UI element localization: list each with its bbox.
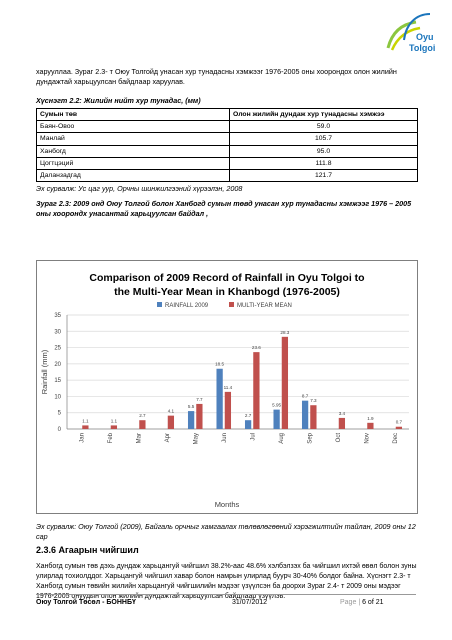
x-axis-label: Months (214, 500, 240, 509)
data-label: 28.3 (280, 329, 290, 335)
data-label: 7.7 (196, 396, 203, 402)
table-cell-station: Цогтцэций (37, 157, 230, 169)
y-tick-label: 35 (54, 313, 61, 319)
y-tick-label: 20 (54, 361, 61, 368)
bar-multi-year-mean (196, 404, 202, 429)
chart-title-line-2: the Multi-Year Mean in Khanbogd (1976-2005) (114, 286, 340, 298)
bar-rainfall-2009 (273, 410, 279, 429)
logo-word-2: Tolgoi (409, 43, 436, 53)
bar-multi-year-mean (396, 427, 402, 429)
table-cell-station: Баян-Овоо (37, 121, 230, 133)
table-row (37, 157, 418, 169)
chart-title-line-1: Comparison of 2009 Record of Rainfall in Oyu Tolgoi to (89, 272, 365, 284)
figure-source: Эх сурвалж: Оюу Толгой (2009), Байгаль орчныг хамгаалах төлөвлөгөөний хэрэгжилтийн тайлан, 2009 оны 12 сар (36, 522, 416, 541)
x-tick-label: Oct (335, 433, 342, 443)
data-label: 5.5 (187, 404, 195, 410)
legend-swatch (229, 302, 234, 307)
footer-date: 31/07/2012 (232, 599, 268, 606)
table-cell-station: Манлай (37, 133, 230, 145)
data-label: 1.1 (110, 418, 118, 424)
table-header-cell: Олон жилийн дундаж хур тунадасны хэмжээ (230, 109, 418, 121)
footer-page-number: 6 of 21 (362, 599, 384, 606)
logo-word-1: Oyu (416, 32, 434, 42)
body-paragraph: Ханбогд сумын төв дэхь дундаж харьцангуй чийгшил 38.2%-аас 48.6% хэлбэлзэх ба чийгшил ихтэй өвөл болон зуны улирлад тохиолддог. Харьцангуй чийгшил хавар болон намрын улирлад буурч 30-40% болдог байна. Хүснэгт 2.3- т Ханбогд сумын төвийн жилийн харьцангуй чийгшилийн мэдээг үзүүлсэн ба доорхи Зураг 2.4- т 2009 оны мэдээг 1976-2005 онуудын олон жилийн дундажтай харьцуулсан байдлаар үзүүлэв. (36, 563, 417, 600)
intro-paragraph: харууллаа. Зураг 2.3- т Оюу Толгойд унасан хур тунадасны хэмжээг 1976-2005 оны хоорондох олон жилийн дундажтай харьцуулсан байдлаар харуулав. (36, 67, 397, 86)
table-header-row (37, 109, 418, 121)
figure-caption: Зураг 2.3: 2009 онд Оюу Толгой болон Ханбогд сумын төвд унасан хур тунадасны хэмжээг 1976 – 2005 оны хоорондх унасантай харьцуулсан байдал , (36, 199, 412, 218)
oyu-tolgoi-logo (382, 10, 442, 56)
x-tick-label: Nov (364, 433, 371, 444)
bar-rainfall-2009 (245, 420, 251, 429)
rainfall-chart (36, 260, 418, 514)
bar-multi-year-mean (168, 416, 174, 429)
x-tick-label: Sep (307, 433, 314, 444)
bar-multi-year-mean (139, 420, 145, 429)
x-tick-label: Apr (164, 433, 171, 443)
bar-multi-year-mean (367, 423, 373, 429)
table-row (37, 121, 418, 133)
y-tick-label: 15 (54, 378, 61, 385)
table-cell-value: 111.8 (230, 157, 418, 169)
footer-page-label: Page (340, 599, 357, 606)
bar-rainfall-2009 (302, 401, 308, 429)
legend-label: RAINFALL 2009 (165, 303, 209, 309)
y-tick-label: 0 (57, 427, 61, 433)
bar-multi-year-mean (310, 405, 316, 429)
bar-rainfall-2009 (188, 411, 194, 429)
bar-multi-year-mean (225, 392, 231, 429)
y-tick-label: 5 (57, 410, 61, 417)
legend-label: MULTI-YEAR MEAN (237, 303, 292, 309)
data-label: 7.3 (310, 398, 317, 404)
data-label: 1.1 (82, 418, 89, 424)
x-tick-label: May (193, 433, 200, 445)
table-cell-station: Ханбогд (37, 145, 230, 157)
footer-page (340, 599, 384, 606)
table-source: Эх сурвалж: Ус цаг уур, Орчны шинжилгээний хүрээлэн, 2008 (36, 184, 243, 193)
footer-divider (36, 594, 416, 595)
bar-multi-year-mean (339, 418, 345, 429)
data-label: 11.4 (223, 384, 233, 390)
data-label: 0.7 (395, 419, 403, 425)
data-label: 1.9 (367, 415, 374, 421)
data-label: 4.1 (167, 408, 175, 414)
data-label: 5.95 (272, 402, 282, 408)
x-tick-label: Dec (392, 433, 399, 444)
table-cell-value: 59.0 (230, 121, 418, 133)
rainfall-table (36, 108, 418, 182)
table-cell-value: 121.7 (230, 169, 418, 181)
x-tick-label: Jul (250, 433, 257, 441)
x-tick-label: Feb (107, 433, 114, 444)
x-tick-label: Jan (79, 433, 86, 443)
bar-multi-year-mean (82, 425, 88, 429)
table-header-cell: Сумын төв (37, 109, 230, 121)
y-tick-label: 10 (54, 394, 61, 401)
rainfall-chart-svg (37, 261, 417, 513)
bar-multi-year-mean (253, 352, 259, 429)
table-row (37, 145, 418, 157)
table-row (37, 169, 418, 181)
legend-swatch (157, 302, 162, 307)
data-label: 23.6 (251, 345, 261, 351)
data-label: 2.7 (244, 413, 252, 419)
x-tick-label: Aug (278, 433, 285, 444)
footer-page-separator: | (358, 599, 361, 606)
x-tick-label: Mar (136, 433, 143, 444)
data-label: 3.4 (338, 410, 346, 416)
section-heading: 2.3.6 Агаарын чийгшил (36, 545, 139, 555)
x-tick-label: Jun (221, 433, 228, 443)
table-row (37, 133, 418, 145)
data-label: 2.7 (139, 413, 146, 419)
table-cell-station: Даланзадгад (37, 169, 230, 181)
bar-multi-year-mean (111, 425, 117, 429)
table-cell-value: 105.7 (230, 133, 418, 145)
data-label: 18.5 (215, 361, 225, 367)
footer-project: Оюу Толгой Төсөл - БОННБҮ (36, 599, 136, 606)
table-cell-value: 95.0 (230, 145, 418, 157)
table-title: Хүснэгт 2.2: Жилийн нийт хур тунадас, (мм) (36, 96, 201, 105)
data-label: 8.7 (301, 393, 309, 399)
y-axis-label: Rainfall (mm) (40, 349, 49, 395)
y-tick-label: 30 (54, 329, 61, 336)
y-tick-label: 25 (54, 345, 61, 352)
bar-rainfall-2009 (216, 369, 222, 429)
bar-multi-year-mean (282, 337, 288, 429)
